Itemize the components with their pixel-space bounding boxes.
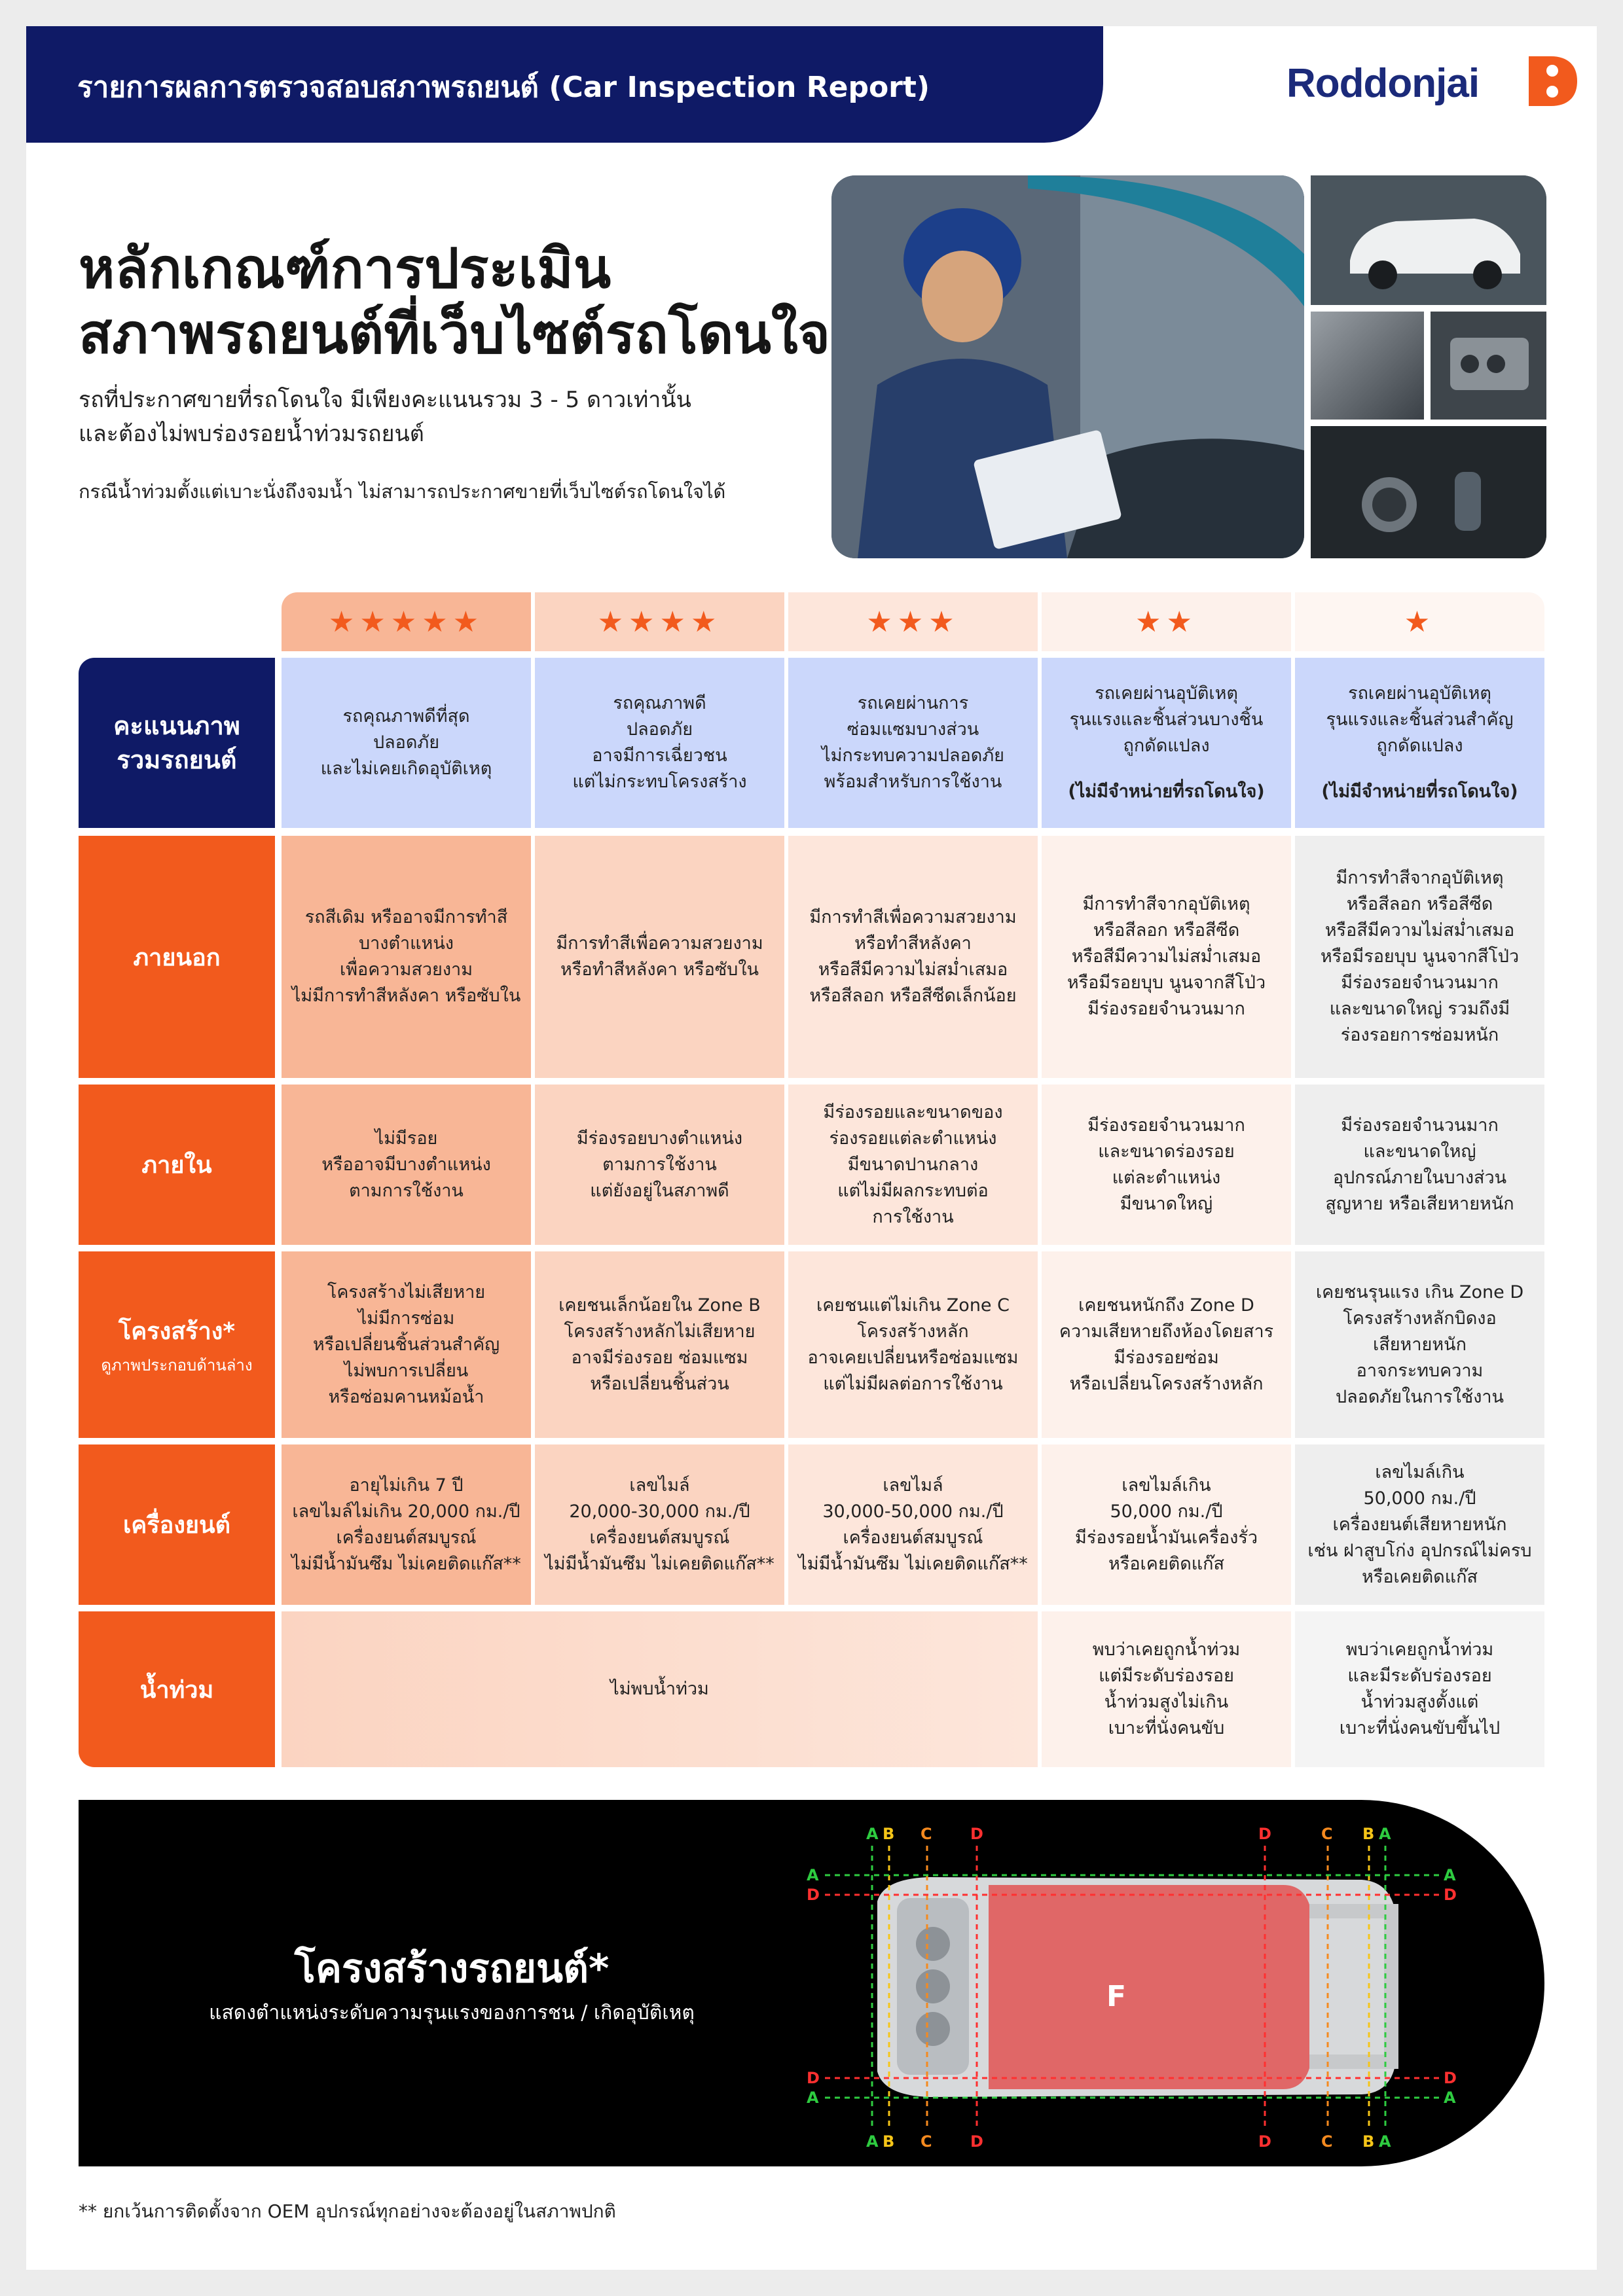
exterior-text-3: มีการทำสีเพื่อความสวยงาม หรือทำสีหลังคา หรือสีมีความไม่สม่ำเสมอ หรือสีลอก หรือสีซีดเล็กน้อย bbox=[809, 907, 1017, 1006]
exterior-text-1: มีการทำสีจากอุบัติเหตุ หรือสีลอก หรือสีซีด หรือสีมีความไม่สม่ำเสมอ หรือมีรอยบุบ นูนจากสีโป่ว มีร่องรอยจำนวนมาก และขนาดใหญ่ รวมถึงมี ร่องรอยการซ่อมหนัก bbox=[1320, 868, 1520, 1045]
summary-label-text: คะแนนภาพรวมรถยนต์ bbox=[113, 711, 240, 774]
stars-2-header: ★★ bbox=[1042, 592, 1291, 651]
summary-row-label bbox=[79, 658, 275, 828]
summary-text-1: รถเคยผ่านอุบัติเหตุ รุนแรงและชิ้นส่วนสำคัญ ถูกดัดแปลง bbox=[1326, 683, 1514, 756]
summary-cell-4 bbox=[535, 658, 784, 828]
zone-c-label: C bbox=[921, 1825, 932, 1843]
interior-cell-2 bbox=[1042, 1085, 1291, 1245]
intro-text bbox=[79, 383, 691, 451]
exterior-text-2: มีการทำสีจากอุบัติเหตุ หรือสีลอก หรือสีซีด หรือสีมีความไม่สม่ำเสมอ หรือมีรอยบุบ นูนจากสีโป่ว มีร่องรอยจำนวนมาก bbox=[1067, 894, 1266, 1019]
summary-cell-3 bbox=[788, 658, 1038, 828]
svg-text:A: A bbox=[866, 2132, 879, 2151]
engine-cell-5 bbox=[282, 1444, 531, 1605]
page-title bbox=[79, 236, 830, 367]
brand-logo-icon bbox=[1522, 51, 1582, 111]
flood-text-1: พบว่าเคยถูกน้ำท่วม และมีระดับร่องรอย น้ำท่วมสูงตั้งแต่ เบาะที่นั่งคนขับขึ้นไป bbox=[1339, 1640, 1501, 1738]
interior-row-label: ภายใน bbox=[79, 1085, 275, 1245]
car-structure-subtitle: แสดงตำแหน่งระดับความรุนแรงของการชน / เกิดอุบัติเหตุ bbox=[209, 2001, 695, 2024]
engine-cell-3 bbox=[788, 1444, 1038, 1605]
svg-text:B: B bbox=[1362, 2132, 1375, 2151]
report-title: รายการผลการตรวจสอบสภาพรถยนต์ (Car Inspection Report) bbox=[77, 71, 930, 104]
flood-row-label: น้ำท่วม bbox=[79, 1611, 275, 1767]
exterior-cell-1 bbox=[1295, 836, 1544, 1078]
header-banner bbox=[26, 26, 1103, 143]
intro-line-2: และต้องไม่พบร่องรอยน้ำท่วมรถยนต์ bbox=[79, 421, 424, 447]
summary-text-4: รถคุณภาพดี ปลอดภัย อาจมีการเฉี่ยวชน แต่ไม่กระทบโครงสร้าง bbox=[572, 693, 747, 792]
svg-text:B: B bbox=[883, 2132, 895, 2151]
structure-cell-2 bbox=[1042, 1251, 1291, 1438]
engine-text-4: เลขไมล์ 20,000-30,000 กม./ปี เครื่องยนต์สมบูรณ์ ไม่มีน้ำมันซึม ไม่เคยติดแก๊ส** bbox=[545, 1475, 775, 1574]
engine-text-2: เลขไมล์เกิน 50,000 กม./ปี มีร่องรอยน้ำมันเครื่องรั่ว หรือเคยติดแก๊ส bbox=[1075, 1475, 1258, 1574]
zone-d-label: D bbox=[970, 1825, 983, 1843]
interior-cell-5 bbox=[282, 1085, 531, 1245]
svg-text:D: D bbox=[970, 2132, 983, 2151]
interior-text-1: มีร่องรอยจำนวนมาก และขนาดใหญ่ อุปกรณ์ภายในบางส่วน สูญหาย หรือเสียหายหนัก bbox=[1325, 1115, 1514, 1214]
summary-text-5: รถคุณภาพดีที่สุด ปลอดภัย และไม่เคยเกิดอุบัติเหตุ bbox=[320, 706, 492, 779]
engine-photo bbox=[1431, 312, 1546, 420]
svg-text:C: C bbox=[1321, 1825, 1333, 1843]
flood-text-2: พบว่าเคยถูกน้ำท่วม แต่มีระดับร่องรอย น้ำท่วมสูงไม่เกิน เบาะที่นั่งคนขับ bbox=[1092, 1640, 1241, 1738]
zone-a-label: A bbox=[866, 1825, 879, 1843]
suv-photo bbox=[1311, 175, 1546, 305]
zone-f-label: F bbox=[1106, 1980, 1127, 2013]
exterior-cell-5 bbox=[282, 836, 531, 1078]
svg-text:A: A bbox=[807, 1866, 819, 1884]
title-line-1: หลักเกณฑ์การประเมิน bbox=[79, 236, 611, 300]
stars-5-header: ★★★★★ bbox=[282, 592, 531, 651]
stars-3-header: ★★★ bbox=[788, 592, 1038, 651]
car-zone-diagram bbox=[799, 1820, 1467, 2153]
svg-text:A: A bbox=[807, 2089, 819, 2107]
engine-row-label: เครื่องยนต์ bbox=[79, 1444, 275, 1605]
exterior-cell-2 bbox=[1042, 836, 1291, 1078]
engine-cell-2 bbox=[1042, 1444, 1291, 1605]
summary-text-3: รถเคยผ่านการ ซ่อมแซมบางส่วน ไม่กระทบความปลอดภัย พร้อมสำหรับการใช้งาน bbox=[822, 693, 1004, 792]
structure-text-5: โครงสร้างไม่เสียหาย ไม่มีการซ่อม หรือเปลี่ยนชิ้นส่วนสำคัญ ไม่พบการเปลี่ยน หรือซ่อมคานหม้อน้ำ bbox=[312, 1282, 500, 1407]
structure-row-label bbox=[79, 1251, 275, 1438]
interior-photo bbox=[1311, 312, 1424, 420]
structure-text-2: เคยชนหนักถึง Zone D ความเสียหายถึงห้องโดยสาร มีร่องรอยซ่อม หรือเปลี่ยนโครงสร้างหลัก bbox=[1059, 1295, 1274, 1394]
svg-text:C: C bbox=[921, 2132, 932, 2151]
interior-cell-1 bbox=[1295, 1085, 1544, 1245]
interior-cell-3 bbox=[788, 1085, 1038, 1245]
console-photo bbox=[1311, 426, 1546, 558]
svg-text:B: B bbox=[1362, 1825, 1375, 1843]
interior-cell-4 bbox=[535, 1085, 784, 1245]
interior-text-5: ไม่มีรอย หรืออาจมีบางตำแหน่ง ตามการใช้งาน bbox=[321, 1128, 491, 1201]
summary-text-2: รถเคยผ่านอุบัติเหตุ รุนแรงและชิ้นส่วนบางชิ้น ถูกดัดแปลง bbox=[1069, 683, 1264, 756]
engine-cell-4 bbox=[535, 1444, 784, 1605]
stars-4-header: ★★★★ bbox=[535, 592, 784, 651]
svg-text:C: C bbox=[1321, 2132, 1333, 2151]
not-sold-note-1: (ไม่มีจำหน่ายที่รถโดนใจ) bbox=[1321, 781, 1518, 802]
zone-b-label: B bbox=[883, 1825, 895, 1843]
structure-label-sub: ดูภาพประกอบด้านล่าง bbox=[101, 1355, 253, 1374]
engine-text-3: เลขไมล์ 30,000-50,000 กม./ปี เครื่องยนต์สมบูรณ์ ไม่มีน้ำมันซึม ไม่เคยติดแก๊ส** bbox=[798, 1475, 1028, 1574]
exterior-cell-4 bbox=[535, 836, 784, 1078]
summary-cell-5 bbox=[282, 658, 531, 828]
interior-text-4: มีร่องรอยบางตำแหน่ง ตามการใช้งาน แต่ยังอยู่ในสภาพดี bbox=[576, 1128, 743, 1201]
svg-text:A: A bbox=[1444, 2089, 1456, 2107]
interior-text-3: มีร่องรอยและขนาดของ ร่องรอยแต่ละตำแหน่ง มีขนาดปานกลาง แต่ไม่มีผลกระทบต่อ การใช้งาน bbox=[823, 1102, 1003, 1227]
structure-cell-4 bbox=[535, 1251, 784, 1438]
engine-text-1: เลขไมล์เกิน 50,000 กม./ปี เครื่องยนต์เสียหายหนัก เช่น ฝาสูบโก่ง อุปกรณ์ไม่ครบ หรือเคยติดแก๊ส bbox=[1307, 1462, 1532, 1587]
summary-cell-1 bbox=[1295, 658, 1544, 828]
structure-text-4: เคยชนเล็กน้อยใน Zone B โครงสร้างหลักไม่เสียหาย อาจมีร่องรอย ซ่อมแซม หรือเปลี่ยนชิ้นส่วน bbox=[558, 1295, 761, 1394]
flood-text-merged: ไม่พบน้ำท่วม bbox=[610, 1679, 709, 1699]
car-structure-title: โครงสร้างรถยนต์* bbox=[294, 1946, 610, 1992]
svg-text:A: A bbox=[1379, 2132, 1391, 2151]
exterior-text-4: มีการทำสีเพื่อความสวยงาม หรือทำสีหลังคา หรือซับใน bbox=[556, 933, 763, 980]
structure-cell-3 bbox=[788, 1251, 1038, 1438]
structure-text-1: เคยชนรุนแรง เกิน Zone D โครงสร้างหลักบิดงอ เสียหายหนัก อาจกระทบความ ปลอดภัยในการใช้งาน bbox=[1315, 1282, 1524, 1407]
svg-text:D: D bbox=[1444, 2069, 1457, 2087]
svg-text:D: D bbox=[807, 1886, 820, 1904]
exterior-cell-3 bbox=[788, 836, 1038, 1078]
flood-cell-2 bbox=[1042, 1611, 1291, 1767]
brand-logo-text[interactable]: Roddonjai bbox=[1286, 61, 1480, 106]
svg-text:A: A bbox=[1444, 1866, 1456, 1884]
structure-label-text: โครงสร้าง* bbox=[118, 1318, 236, 1345]
svg-text:D: D bbox=[1258, 2132, 1271, 2151]
intro-line-1: รถที่ประกาศขายที่รถโดนใจ มีเพียงคะแนนรวม 3 - 5 ดาวเท่านั้น bbox=[79, 387, 691, 413]
structure-cell-1 bbox=[1295, 1251, 1544, 1438]
engine-cell-1 bbox=[1295, 1444, 1544, 1605]
mechanic-photo bbox=[831, 175, 1304, 558]
flood-note: กรณีน้ำท่วมตั้งแต่เบาะนั่งถึงจมน้ำ ไม่สามารถประกาศขายที่เว็บไซต์รถโดนใจได้ bbox=[79, 480, 726, 503]
stars-1-header: ★ bbox=[1295, 592, 1544, 651]
svg-text:D: D bbox=[807, 2069, 820, 2087]
summary-cell-2 bbox=[1042, 658, 1291, 828]
exterior-text-5: รถสีเดิม หรืออาจมีการทำสี บางตำแหน่ง เพื่อความสวยงาม ไม่มีการทำสีหลังคา หรือซับใน bbox=[291, 907, 521, 1006]
footnote: ** ยกเว้นการติดตั้งจาก OEM อุปกรณ์ทุกอย่างจะต้องอยู่ในสภาพปกติ bbox=[79, 2200, 616, 2222]
svg-text:A: A bbox=[1379, 1825, 1391, 1843]
structure-text-3: เคยชนแต่ไม่เกิน Zone C โครงสร้างหลัก อาจเคยเปลี่ยนหรือซ่อมแซม แต่ไม่มีผลต่อการใช้งาน bbox=[807, 1295, 1019, 1394]
engine-text-5: อายุไม่เกิน 7 ปี เลขไมล์ไม่เกิน 20,000 กม./ปี เครื่องยนต์สมบูรณ์ ไม่มีน้ำมันซึม ไม่เคยติดแก๊ส** bbox=[291, 1475, 521, 1574]
flood-cell-merged bbox=[282, 1611, 1038, 1767]
not-sold-note-2: (ไม่มีจำหน่ายที่รถโดนใจ) bbox=[1068, 781, 1265, 802]
svg-text:D: D bbox=[1258, 1825, 1271, 1843]
report-page bbox=[26, 26, 1597, 2270]
flood-cell-1 bbox=[1295, 1611, 1544, 1767]
structure-cell-5 bbox=[282, 1251, 531, 1438]
svg-text:D: D bbox=[1444, 1886, 1457, 1904]
interior-text-2: มีร่องรอยจำนวนมาก และขนาดร่องรอย แต่ละตำแหน่ง มีขนาดใหญ่ bbox=[1087, 1115, 1245, 1214]
title-line-2: สภาพรถยนต์ที่เว็บไซต์รถโดนใจ bbox=[79, 302, 831, 366]
exterior-row-label: ภายนอก bbox=[79, 836, 275, 1078]
